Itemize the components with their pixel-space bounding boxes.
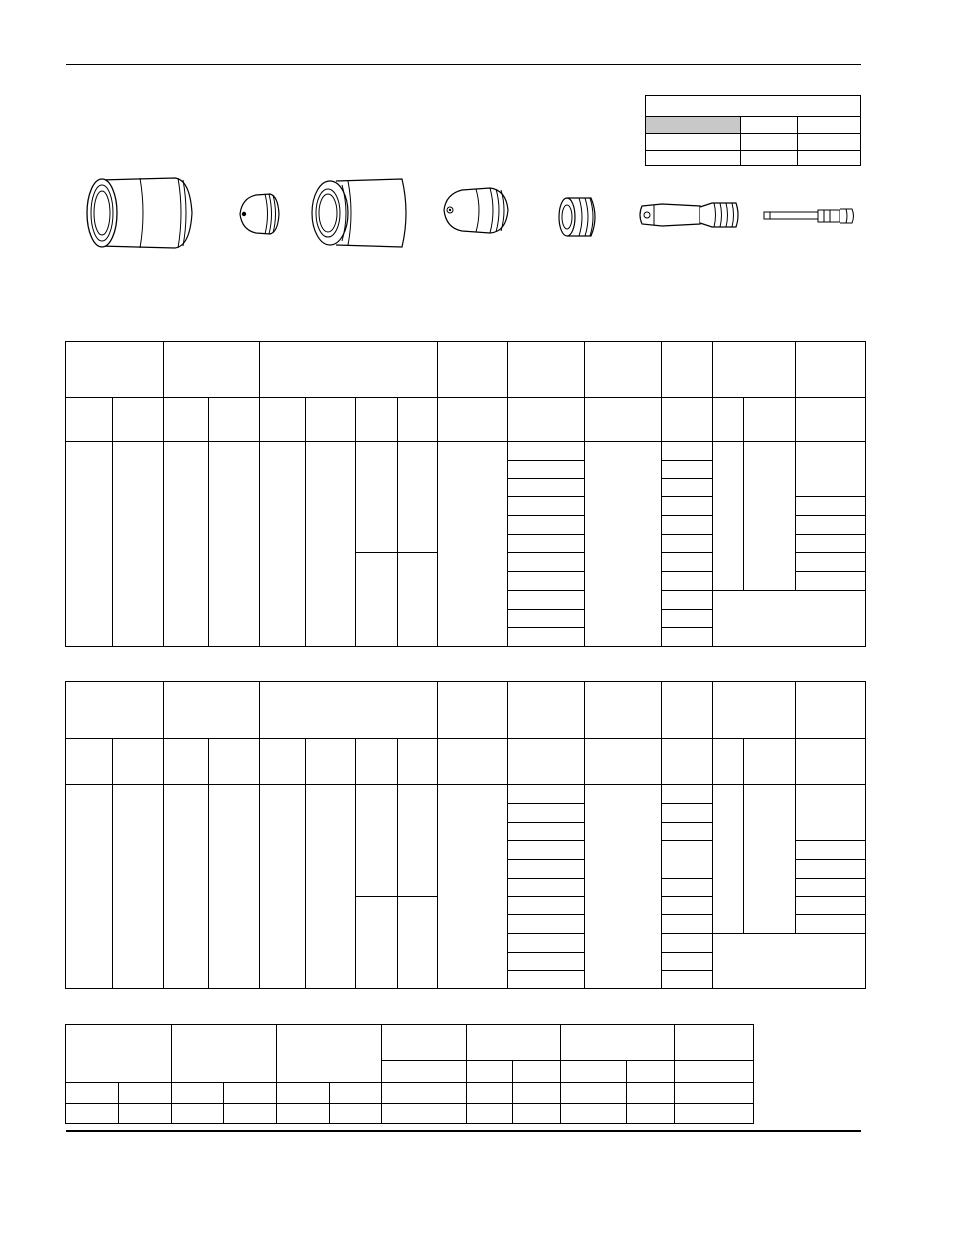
- water-tube-icon: [762, 205, 856, 227]
- table-cell: [330, 1104, 382, 1124]
- table-cell: [508, 553, 585, 572]
- subheader-cell: [508, 398, 585, 442]
- table-cell: [172, 1104, 224, 1124]
- table-cell: [356, 897, 398, 989]
- subheader-cell: [561, 1061, 627, 1083]
- table-cell: [662, 971, 713, 989]
- table-cell: [260, 442, 306, 647]
- table-cell: [508, 516, 585, 535]
- header-rule: [66, 64, 861, 65]
- table-cell: [713, 934, 866, 989]
- shield-icon: [80, 170, 198, 256]
- header-cell: [662, 342, 713, 398]
- header-cell: [164, 342, 260, 398]
- footer-rule: [66, 1130, 861, 1132]
- subheader-cell: [113, 739, 164, 785]
- table-cell: [662, 841, 713, 879]
- table-cell: [508, 610, 585, 628]
- swirl-ring-icon: [555, 194, 603, 240]
- table-cell: [467, 1104, 513, 1124]
- header-cell: [796, 342, 866, 398]
- header-cell: [172, 1025, 277, 1083]
- subheader-cell: [662, 398, 713, 442]
- table-cell: [796, 535, 866, 553]
- table-cell: [508, 591, 585, 610]
- table-cell: [508, 442, 585, 461]
- subheader-cell: [356, 398, 398, 442]
- table-cell: [662, 628, 713, 647]
- spec-table-2: [65, 681, 866, 989]
- bottom-table: [65, 1024, 754, 1124]
- table-cell: [382, 1083, 467, 1104]
- table-cell: [508, 879, 585, 897]
- table-cell: [356, 442, 398, 553]
- legend-header-cell: [646, 117, 741, 134]
- table-cell: [508, 479, 585, 497]
- header-cell: [662, 682, 713, 739]
- table-cell: [662, 535, 713, 553]
- table-cell: [513, 1083, 561, 1104]
- table-cell: [113, 442, 164, 647]
- header-cell: [260, 342, 438, 398]
- subheader-cell: [306, 739, 356, 785]
- header-cell: [164, 682, 260, 739]
- table-cell: [330, 1083, 382, 1104]
- table-cell: [119, 1104, 172, 1124]
- legend-cell: [741, 117, 798, 134]
- table-cell: [277, 1104, 330, 1124]
- table-cell: [508, 897, 585, 915]
- table-cell: [260, 785, 306, 989]
- table-cell: [508, 915, 585, 934]
- subheader-cell: [585, 739, 662, 785]
- table-cell: [306, 785, 356, 989]
- table-cell: [662, 823, 713, 841]
- subheader-cell: [382, 1061, 467, 1083]
- subheader-cell: [398, 398, 438, 442]
- table-cell: [224, 1083, 277, 1104]
- table-cell: [585, 785, 662, 989]
- table-cell: [508, 971, 585, 989]
- table-cell: [513, 1104, 561, 1124]
- subheader-cell: [796, 398, 866, 442]
- table-cell: [66, 442, 113, 647]
- table-cell: [662, 479, 713, 497]
- table-cell: [561, 1083, 627, 1104]
- table-cell: [796, 442, 866, 497]
- table-cell: [662, 785, 713, 804]
- table-cell: [662, 497, 713, 516]
- table-cell: [508, 841, 585, 860]
- subheader-cell: [713, 398, 744, 442]
- nozzle-icon: [440, 180, 512, 242]
- table-cell: [356, 785, 398, 897]
- legend-cell: [646, 134, 741, 151]
- table-cell: [675, 1104, 754, 1124]
- subheader-cell: [467, 1061, 513, 1083]
- header-cell: [713, 682, 796, 739]
- table-cell: [356, 553, 398, 647]
- subheader-cell: [627, 1061, 675, 1083]
- subheader-cell: [438, 398, 508, 442]
- legend-cell: [741, 151, 798, 166]
- table-cell: [467, 1083, 513, 1104]
- table-cell: [662, 516, 713, 535]
- header-cell: [66, 682, 164, 739]
- table-cell: [675, 1083, 754, 1104]
- header-cell: [467, 1025, 561, 1061]
- subheader-cell: [209, 398, 260, 442]
- table-cell: [398, 897, 438, 989]
- electrode-icon: [636, 198, 746, 232]
- subheader-cell: [513, 1061, 561, 1083]
- header-cell: [438, 682, 508, 739]
- table-cell: [398, 553, 438, 647]
- table-cell: [306, 442, 356, 647]
- table-cell: [662, 442, 713, 461]
- table-cell: [713, 591, 866, 647]
- table-cell: [508, 804, 585, 823]
- table-cell: [209, 785, 260, 989]
- subheader-cell: [508, 739, 585, 785]
- header-cell: [561, 1025, 675, 1061]
- legend-cell: [741, 134, 798, 151]
- table-cell: [796, 516, 866, 535]
- subheader-cell: [306, 398, 356, 442]
- legend-cell: [798, 134, 861, 151]
- table-cell: [209, 442, 260, 647]
- table-cell: [662, 591, 713, 610]
- subheader-cell: [675, 1061, 754, 1083]
- nozzle-cap-icon: [232, 190, 282, 238]
- header-cell: [713, 342, 796, 398]
- header-cell: [585, 342, 662, 398]
- table-cell: [713, 442, 744, 591]
- table-cell: [796, 860, 866, 879]
- header-cell: [260, 682, 438, 739]
- retaining-cap-icon: [306, 175, 412, 251]
- table-cell: [796, 785, 866, 841]
- header-cell: [796, 682, 866, 739]
- table-cell: [713, 785, 744, 934]
- subheader-cell: [164, 398, 209, 442]
- table-cell: [796, 497, 866, 516]
- subheader-cell: [356, 739, 398, 785]
- table-cell: [627, 1083, 675, 1104]
- subheader-cell: [438, 739, 508, 785]
- table-cell: [744, 442, 796, 591]
- header-cell: [585, 682, 662, 739]
- subheader-cell: [585, 398, 662, 442]
- table-cell: [662, 915, 713, 934]
- table-cell: [66, 785, 113, 989]
- header-cell: [508, 342, 585, 398]
- subheader-cell: [398, 739, 438, 785]
- table-cell: [438, 785, 508, 989]
- table-cell: [508, 497, 585, 516]
- table-cell: [508, 953, 585, 971]
- table-cell: [66, 1104, 119, 1124]
- table-cell: [113, 785, 164, 989]
- table-cell: [508, 535, 585, 553]
- header-cell: [277, 1025, 382, 1083]
- header-cell: [508, 682, 585, 739]
- subheader-cell: [260, 739, 306, 785]
- subheader-cell: [662, 739, 713, 785]
- subheader-cell: [744, 739, 796, 785]
- subheader-cell: [209, 739, 260, 785]
- table-cell: [119, 1083, 172, 1104]
- table-cell: [508, 628, 585, 647]
- table-cell: [662, 610, 713, 628]
- table-cell: [508, 823, 585, 841]
- table-cell: [796, 841, 866, 860]
- table-cell: [627, 1104, 675, 1124]
- table-cell: [662, 572, 713, 591]
- table-cell: [662, 461, 713, 479]
- table-cell: [662, 953, 713, 971]
- table-cell: [662, 804, 713, 823]
- table-cell: [508, 785, 585, 804]
- table-cell: [662, 897, 713, 915]
- header-cell: [675, 1025, 754, 1061]
- table-cell: [796, 879, 866, 897]
- subheader-cell: [66, 739, 113, 785]
- subheader-cell: [796, 739, 866, 785]
- table-cell: [172, 1083, 224, 1104]
- table-cell: [585, 442, 662, 647]
- table-cell: [164, 785, 209, 989]
- header-cell: [438, 342, 508, 398]
- legend-title-cell: [646, 96, 861, 117]
- spec-table-1: [65, 341, 866, 647]
- table-cell: [398, 442, 438, 553]
- table-cell: [398, 785, 438, 897]
- table-cell: [796, 897, 866, 915]
- table-cell: [224, 1104, 277, 1124]
- subheader-cell: [164, 739, 209, 785]
- legend-cell: [798, 151, 861, 166]
- table-cell: [508, 572, 585, 591]
- table-cell: [164, 442, 209, 647]
- table-cell: [662, 934, 713, 953]
- table-cell: [796, 915, 866, 934]
- header-cell: [382, 1025, 467, 1061]
- table-cell: [796, 553, 866, 572]
- table-cell: [508, 461, 585, 479]
- subheader-cell: [113, 398, 164, 442]
- table-cell: [66, 1083, 119, 1104]
- legend-cell: [798, 117, 861, 134]
- subheader-cell: [713, 739, 744, 785]
- legend-cell: [646, 151, 741, 166]
- table-cell: [438, 442, 508, 647]
- subheader-cell: [66, 398, 113, 442]
- table-cell: [508, 934, 585, 953]
- table-cell: [662, 879, 713, 897]
- header-cell: [66, 1025, 172, 1083]
- legend-table: [645, 95, 861, 166]
- table-cell: [277, 1083, 330, 1104]
- table-cell: [662, 553, 713, 572]
- table-cell: [561, 1104, 627, 1124]
- subheader-cell: [260, 398, 306, 442]
- header-cell: [66, 342, 164, 398]
- table-cell: [744, 785, 796, 934]
- subheader-cell: [744, 398, 796, 442]
- table-cell: [382, 1104, 467, 1124]
- table-cell: [508, 860, 585, 879]
- table-cell: [796, 572, 866, 591]
